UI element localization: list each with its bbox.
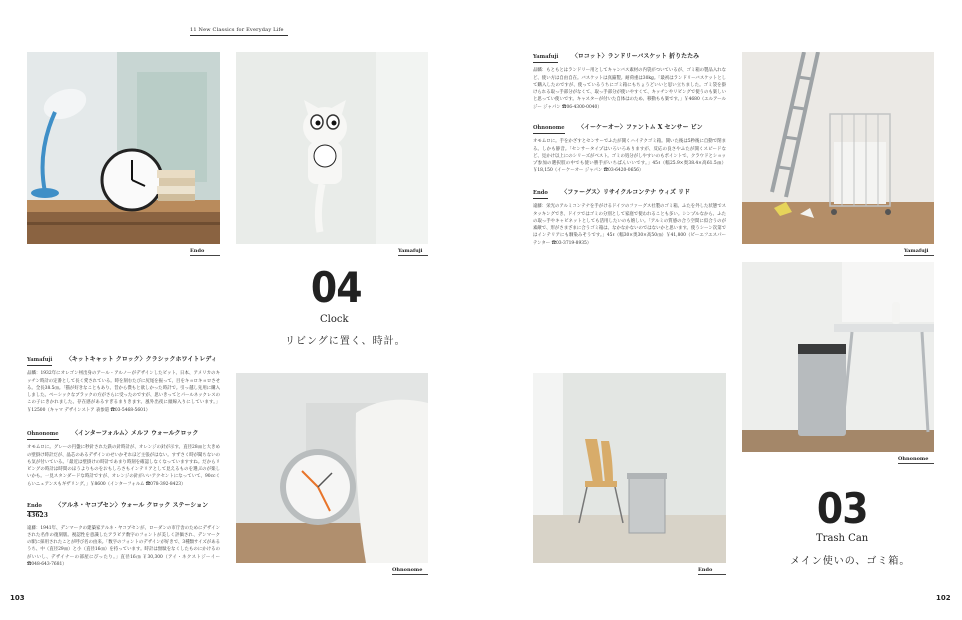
desk-clock-illustration <box>27 52 220 244</box>
page-number-left: 103 <box>10 594 25 602</box>
entry-author: Endo <box>533 190 548 199</box>
entry-body: オモムロに。グレーの円盤に秒針された鉄の針時計が、オレンジの針が示す。直径28㎝と大きめの壁掛け時計だが、晶芯のあるデザインのせいかそれほど主張がはない。すずさく時が聞ちないのも気が付いている。「最近は壁掛けの時計であまり時刻を確認しなくなっていますすね。だからリビングの時計は時間のほうよりものをおもしろさもインテリアとして見えるものを選ぶのが楽しいかも。一見スタンダードな時計ですが、オレンジの針がいいアクセントになっていて、90ccくらいニュアンスもギザリング。」￥8600（インターフォルム ☎078-392-8423） <box>27 445 220 487</box>
entry-product-name: 〈キットキャット クロック〉クラシックホワイトレディ <box>65 356 217 363</box>
header-rule <box>190 35 288 36</box>
sensor-bin-illustration <box>742 262 934 452</box>
basket-illustration <box>742 52 934 244</box>
category-title-en: Clock <box>320 314 349 325</box>
credit-rule <box>698 574 726 575</box>
entry-body: 品麟：もともとはランドリー用としてキャンバス素材の内袋がついているが、ゴミ箱の製品入れなど、使い方は自由自在。バスケットは真鍮製。耐荷重は30kg。「最初はランドリーバスケットとして購入したのですが、使っているうちにゴミ箱にもちょうどいいと思い立ちました。ゴミ袋を掛けられる取っ手部分がなくて、取っ手部分が使いやすくて、キッチンやリビングで使うのも楽しいと思ってい使いです。キャスターが付いた自体はのため、移動もも楽です。」￥4680（エルアールジー ジャパン ☎06-4300-0040） <box>533 68 726 110</box>
photo-wall-clock-bed <box>236 373 428 563</box>
photo-chair-container <box>533 373 726 563</box>
page-number-right: 102 <box>936 594 951 602</box>
entry-product-name: 〈アルネ・ヤコブセン〉ウォール クロック ステーション 43623 <box>27 502 209 520</box>
entry-product-name: 〈イーケーオー〉ファントム X センサー ビン <box>577 124 703 131</box>
product-entry <box>533 124 726 175</box>
category-title-en: Trash Can <box>816 533 869 544</box>
entry-author: Ohnonome <box>27 431 59 440</box>
photo-credit: Ohnonome <box>898 456 929 462</box>
product-entry <box>533 189 726 247</box>
entry-body: 品麟：1932年にオレゴン州出身のアール・アルノーがデザインしたビット、日本、アメリカのキッチン時計の定番として長く愛されている。時を刻むたびに尻尾を振って、目をキョロキョロさせる。全長38.5㎝。「猫が好きなこともあり、昔から僕もと欲しかった時計で。引っ越し先用に購入しました。ベーシックなブラックの方がさらに受ったのですが、思いきってとパールネックレスのこの子にきかれました。存在感があるすぎるまりきます。風外出夜に頭線入りにしています。」￥12500（キャマ デザインストア 表参道 ☎03-5468-5601） <box>27 371 220 413</box>
photo-sensor-bin <box>742 262 934 452</box>
category-number: 04 <box>310 263 362 312</box>
entry-product-name: 〈ファーグス〉リサイクルコンテナ ウィズ リド <box>561 189 691 196</box>
wall-clock-illustration <box>236 373 428 563</box>
photo-credit: Endo <box>698 567 713 573</box>
credit-rule <box>398 255 428 256</box>
entry-product-name: 〈インターフォルム〉メルフ ウォールクロック <box>71 430 199 437</box>
photo-kitcat-clock <box>236 52 428 244</box>
photo-credit: Yamafuji <box>904 248 929 254</box>
category-number: 03 <box>816 484 868 533</box>
entry-author: Yamafuji <box>533 54 558 63</box>
container-illustration <box>533 373 726 563</box>
credit-rule <box>898 463 934 464</box>
photo-credit: Ohnonome <box>392 567 423 573</box>
category-title-jp: リビングに置く、時計。 <box>285 336 406 347</box>
product-entry <box>27 430 220 488</box>
entry-product-name: 〈ロコット〉ランドリーバスケット 折りたたみ <box>571 53 700 60</box>
photo-desk-clock <box>27 52 220 244</box>
credit-rule <box>392 574 428 575</box>
entry-body: オモムロに。手をかざすとセンサーでふたが開くハイテクゴミ箱。開いた後は5秒後に自動で閉まる。しかも静音。「センサータイプはいろいろありますが、反応の良さやふたが開くスピードなど、見かけ以上にのシリーズがベスト。ゴミの処分がしやすいのもポイントで、クラウドとショップ参加の選択肢の中でも使い勝手がいちばんいいです。」45ℓ（幅25.9×奥38.4×高61.5㎝）￥18,150（イーケーオー ジャパン ☎03-6420-0656） <box>533 139 726 174</box>
entry-author: Endo <box>27 503 42 512</box>
entry-author: Yamafuji <box>27 357 52 366</box>
photo-credit: Endo <box>190 248 205 254</box>
photo-ladder-basket <box>742 52 934 244</box>
photo-credit: Yamafuji <box>398 248 423 254</box>
entry-author: Ohnonome <box>533 125 565 134</box>
entry-body: 遠藤：栄光のアルミコンテナを手がけるドイツのファーグス社製のゴミ箱。ふたを外した状態でスタッキングでき、ドイツではゴミの分別として家庭で使われることも多い。シンプルなから、ふたの取っ手やキャビネットとしても活用したいのも嬉しい。「アルミの質感の合う空間に似合うのが素敵で、形がさまざまに合うゴミ箱は、なかなかないのではないかと思います。使うシーン次第ではインテリアにも馴染みそうです。」45ℓ（幅30×奥30×高50㎝）￥41,800（ビーエフエスパーテンター ☎03-3719-8935） <box>533 204 726 246</box>
credit-rule <box>190 255 220 256</box>
running-header: 11 New Classics for Everyday Life <box>190 27 284 33</box>
product-entry <box>533 53 726 111</box>
entry-body: 遠藤：1941年、デンマークの建築家アルネ・ヤコブセンが、ローダンの市庁舎のためにデザインされた名作の復刻版。視認性を意識したアラビア数字のフォントが美しく評価され、デンマークの駅に採用されたことが呼び名の由来。「数字のフォントのデザインが好きで、3種類サイズがあるうち、中（直径29㎝）と小（直径16㎝）を持っています。時計は無駄をなくしたものにかけるのがいいし、デザイナーの部屋にぴったり。」直径16㎝ ￥30,300（アイ・ネクストジーイー ☎048-643-7681） <box>27 525 220 568</box>
kitcat-illustration <box>236 52 428 244</box>
product-entry <box>27 502 220 568</box>
category-title-jp: メイン使いの、ゴミ箱。 <box>790 556 911 567</box>
credit-rule <box>904 255 934 256</box>
product-entry <box>27 356 220 414</box>
